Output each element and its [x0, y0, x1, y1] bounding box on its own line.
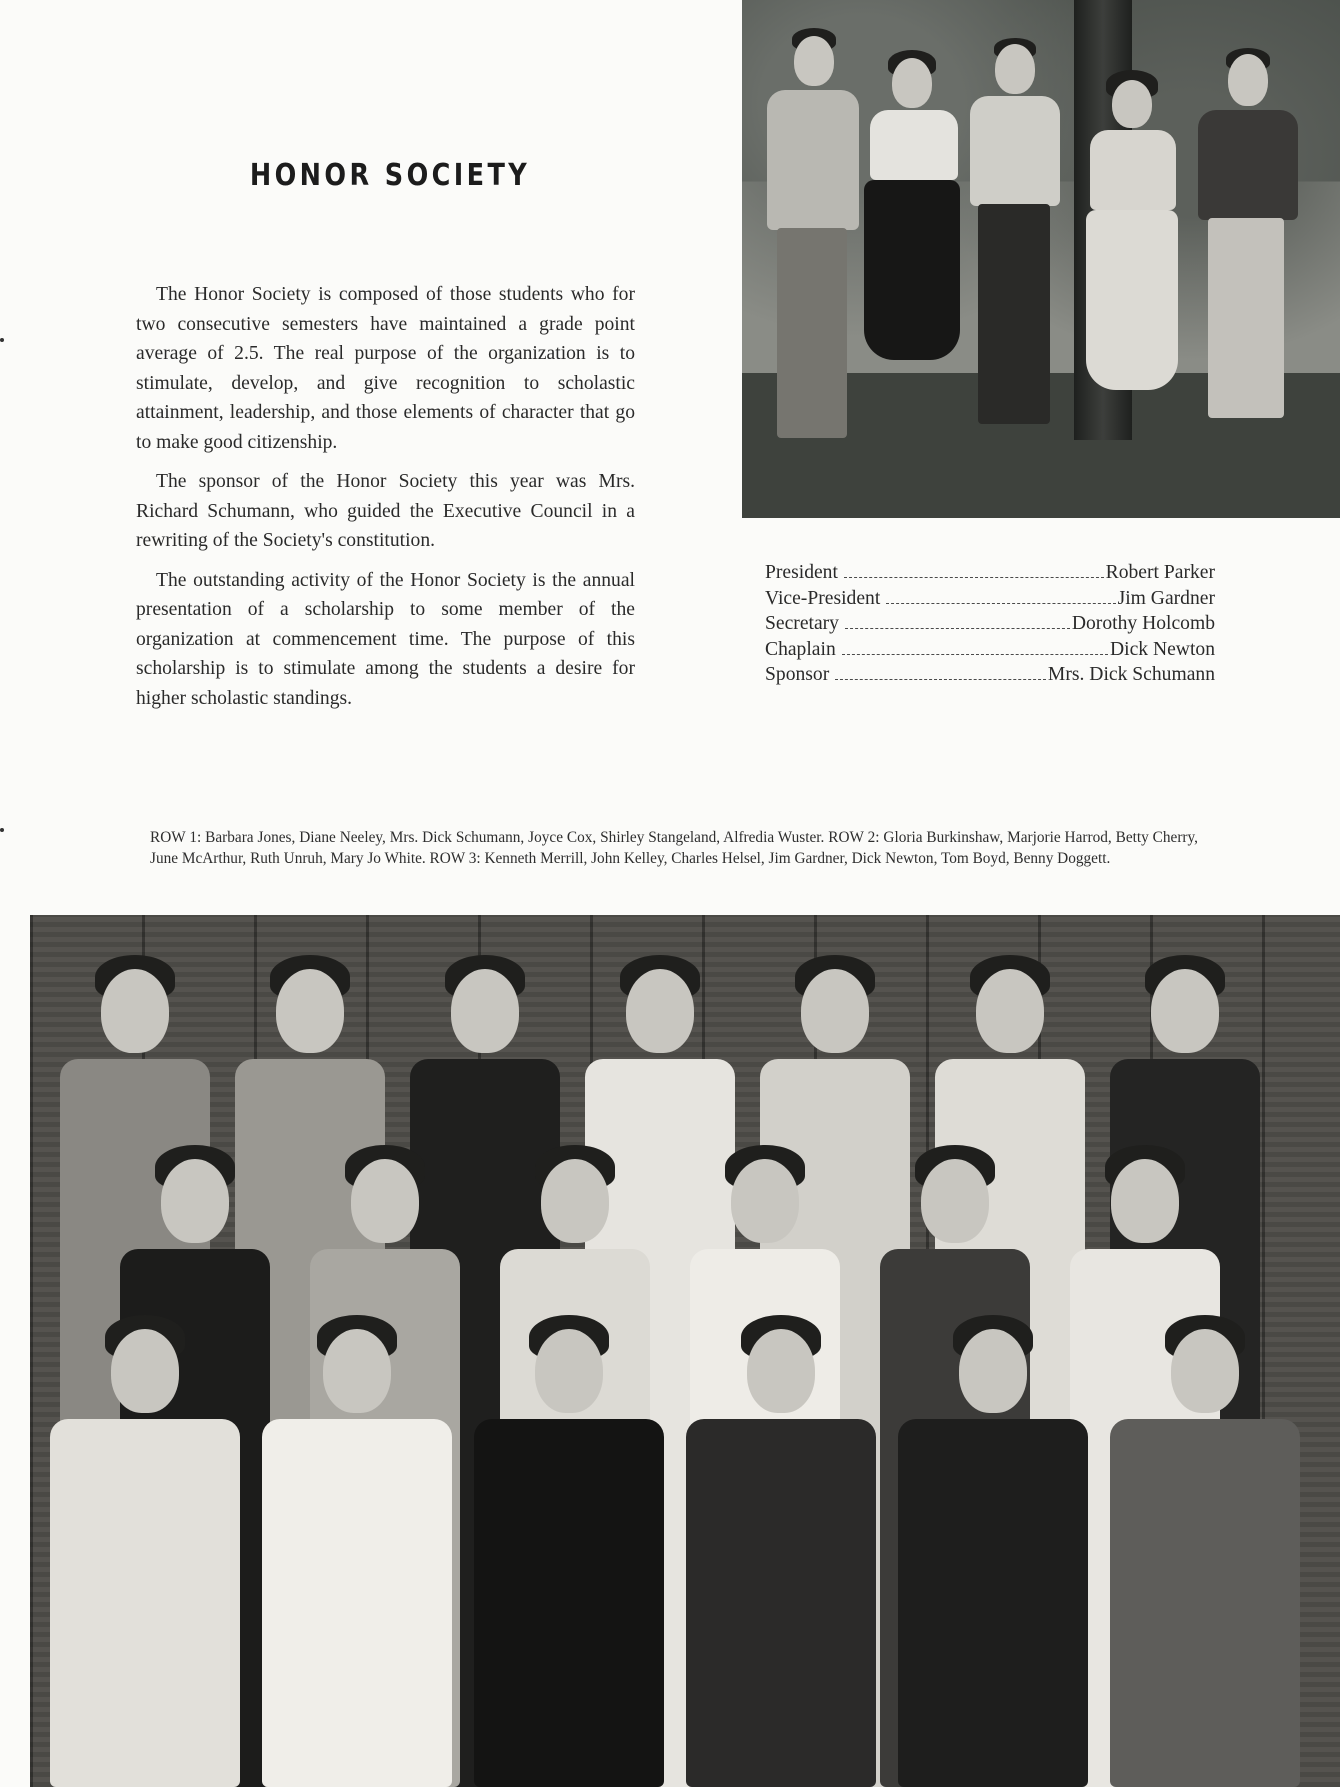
officer-role: President — [765, 562, 838, 583]
group-member-figure — [262, 1315, 452, 1787]
officer-row — [765, 662, 1215, 688]
officer-name: Dick Newton — [1109, 638, 1215, 660]
group-member-figure — [686, 1315, 876, 1787]
officer-row — [765, 611, 1215, 637]
officer-row — [765, 560, 1215, 586]
officer-figure — [1192, 48, 1302, 478]
officer-row — [765, 637, 1215, 663]
page-title: HONOR SOCIETY — [249, 158, 531, 193]
group-member-figure — [474, 1315, 664, 1787]
dotted-leader — [844, 577, 1104, 578]
page-edge-mark — [0, 828, 4, 832]
group-member-figure — [898, 1315, 1088, 1787]
paragraph-1: The Honor Society is composed of those students who for two consecutive semesters have maintained a grade point average of 2.5. The real purpose of the organization is to stimulate, develop, and give recognition to scholastic attainment, leadership, and those elements of character that go to make good citizenship. — [136, 284, 635, 453]
dotted-leader — [886, 603, 1115, 604]
dotted-leader — [835, 679, 1046, 680]
dotted-leader — [842, 654, 1108, 655]
officer-figure — [862, 50, 962, 470]
officer-row — [765, 586, 1215, 612]
officers-list — [765, 560, 1215, 688]
group-photo — [30, 915, 1340, 1787]
officer-role: Sponsor — [765, 664, 830, 686]
officer-role: Vice-President — [765, 587, 881, 609]
officer-figure — [1082, 70, 1182, 470]
group-member-figure — [1110, 1315, 1300, 1787]
photo-caption: ROW 1: Barbara Jones, Diane Neeley, Mrs. Dick Schumann, Joyce Cox, Shirley Stangeland, Alfredia Wuster. ROW 2: Gloria Burkinshaw, Marjorie Harrod, Betty Cherry, June McArthur, Ruth Unruh, Mary Jo White. ROW 3: Kenneth Merrill, John Kelley, Charles Helsel, Jim Gardner, Dick Newton, Tom Boyd, Benny Doggett. — [150, 829, 1198, 867]
officer-name: Mrs. Dick Schumann — [1047, 664, 1215, 686]
group-member-figure — [50, 1315, 240, 1787]
officer-name: Dorothy Holcomb — [1071, 613, 1215, 635]
officers-photo — [742, 0, 1340, 518]
paragraph-3: The outstanding activity of the Honor Society is the annual presentation of a scholarship to some member of the organization at commencement time. The purpose of this scholarship is to stimulate among the students a desire for higher scholastic standings. — [136, 569, 635, 709]
page-edge-mark — [0, 338, 4, 342]
dotted-leader — [845, 628, 1070, 629]
officer-role: Secretary — [765, 613, 839, 635]
officer-figure — [964, 38, 1064, 468]
officer-role: Chaplain — [765, 638, 836, 660]
article-body — [136, 280, 635, 723]
officer-figure — [762, 28, 862, 478]
officer-name: Jim Gardner — [1117, 587, 1215, 609]
paragraph-2: The sponsor of the Honor Society this year was Mrs. Richard Schumann, who guided the Executive Council in a rewriting of the Society's constitution. — [136, 471, 635, 551]
officer-name: Robert Parker — [1105, 562, 1215, 583]
